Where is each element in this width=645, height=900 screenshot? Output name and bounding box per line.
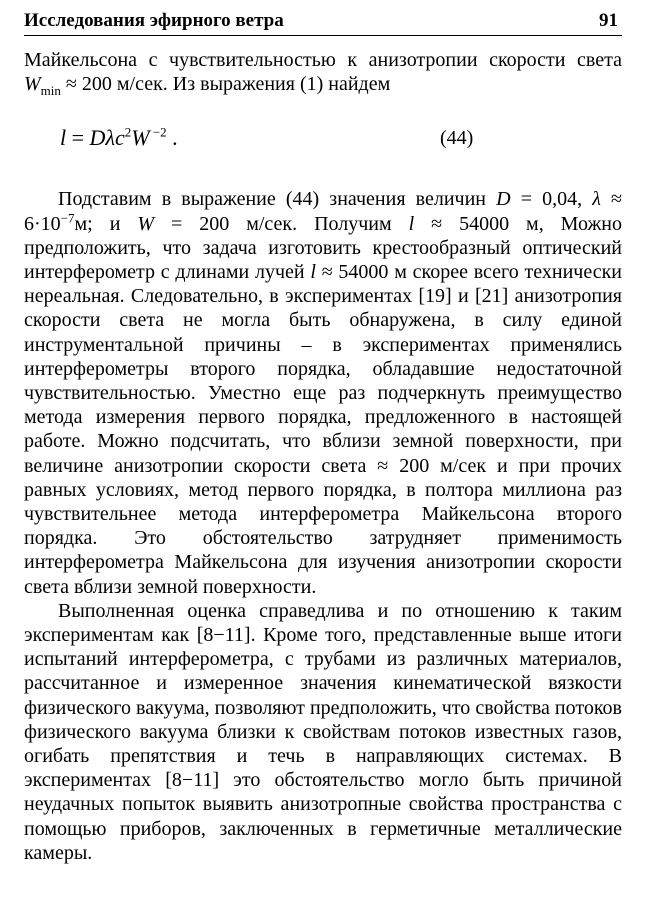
equation-expression: l = Dλc$^2$W $^{-2}$ . [60, 125, 178, 151]
paragraph-1: Подставим в выражение (44) значения величин D = 0,04, $\lambda \approx 6\cdot 10^{-7}м$; и W = 200 м/сек. Получим l ≈ 54000 м, Можно предположить, что задача изготовить крестообразный оптический интерферометр с длинами лучей l ≈ 54000 м скорее всего технически нереальная. Следовательно, в экспериментах [19] и [21] анизотропия скорости света не могла быть обнаружена, в силу единой инструментальной причины – в экспериментах применялись интерферометры второго порядка, обладавшие недостаточной чувствительностью. Уместно еще раз подчеркнуть преимущество метода измерения первого порядка, предложенного в настоящей работе. Можно подсчитать, что вблизи земной поверхности, при величине анизотропии скорости света ≈ 200 м/сек и при прочих равных условиях, метод первого порядка, в полтора миллиона раз чувствительнее метода интерферометра Майкельсона второго порядка. Это обстоятельство затрудняет применимость интерферометра Майкельсона для изучения анизотропии скорости света вблизи земной поверхности. [24, 188, 622, 598]
paragraph-2: Выполненная оценка справедлива и по отношению к таким экспериментам как [8−11]. Кроме того, представленные выше итоги испытаний интерферометра, с трубами из различных материалов, рассчитанное и измеренное значения кинематической вязкости физического вакуума, позволяют предположить, что свойства потоков физического вакуума близки к свойствам потоков известных газов, огибать препятствия и течь в направляющих системах. В экспериментах [8−11] это обстоятельство могло быть причиной неудачных попыток выявить анизотропные свойства пространства с помощью приборов, заключенных в герметичные металлические камеры. [24, 599, 622, 864]
running-title: Исследования эфирного ветра [24, 10, 284, 31]
equation-44 [24, 126, 622, 156]
page-number: 91 [599, 10, 618, 31]
intro-paragraph: Майкельсона с чувствительностью к анизотропии скорости света $W_{min} \approx 200$ м/сек. Из выражения (1) найдем [24, 49, 622, 99]
equation-number: (44) [440, 127, 474, 150]
w-min-symbol: W [24, 73, 41, 96]
page-body [24, 48, 622, 865]
running-header [24, 8, 622, 36]
